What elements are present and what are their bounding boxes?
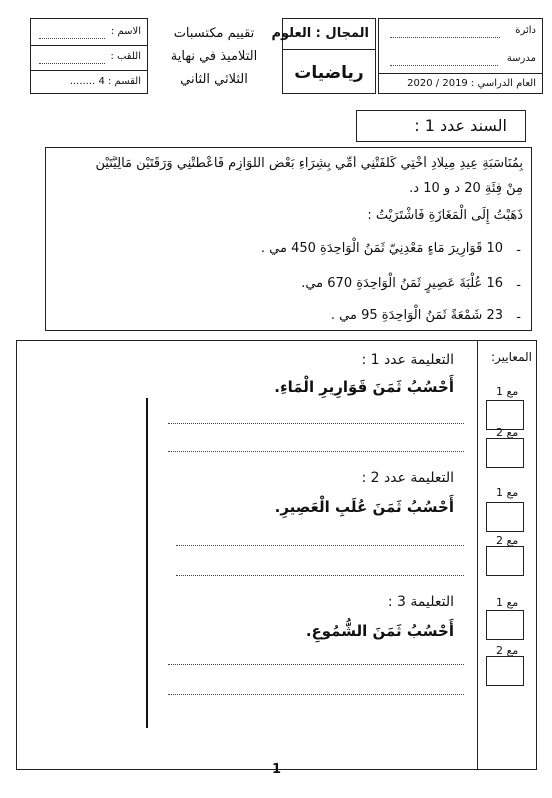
- subject-title: رياضيات: [294, 63, 364, 83]
- exercise-frame: [16, 340, 537, 770]
- criterion-2-label: مع 2: [496, 644, 519, 657]
- evaluation-line-2: التلاميذ في نهاية: [170, 49, 258, 64]
- passage-line-2: مِنْ فِئَةِ 20 د و 10 د.: [409, 181, 523, 196]
- bullet-2: -: [516, 278, 521, 293]
- criterion-2-box-q2[interactable]: [486, 546, 524, 576]
- district-label: دائرة: [515, 25, 536, 36]
- bullet-3: -: [516, 310, 521, 325]
- answer-line-1a[interactable]: [168, 423, 464, 424]
- evaluation-line-3: الثلاثي الثاني: [180, 72, 248, 87]
- answer-line-1b[interactable]: [168, 451, 464, 452]
- criterion-2-box-q1[interactable]: [486, 438, 524, 468]
- instruction-2-title: التعليمة عدد 2 :: [361, 470, 454, 486]
- school-label: مدرسة: [506, 53, 536, 64]
- passage-box: [45, 147, 532, 331]
- criterion-2-label: مع 2: [496, 534, 519, 547]
- district-field[interactable]: [390, 37, 500, 38]
- name-field[interactable]: [39, 38, 105, 39]
- criterion-2-box-q3[interactable]: [486, 656, 524, 686]
- document-title: السند عدد 1 :: [414, 116, 507, 135]
- margin-line: [146, 398, 148, 728]
- instruction-3-title: التعليمة 3 :: [387, 594, 454, 610]
- document-title-box: [356, 110, 526, 142]
- criterion-1-label: مع 1: [496, 486, 519, 499]
- page-number: 1: [272, 762, 282, 777]
- instruction-2-text: أَحْسُبُ ثَمَنَ عُلَبِ الْعَصِيرِ.: [274, 498, 454, 516]
- header-domain-box: [271, 18, 376, 94]
- criteria-divider: [477, 340, 478, 770]
- passage-line-1: بِمُنَاسَبَةِ عِيدِ مِيلَادِ أُخْتِي كَلَّفَتْنِي أُمِّي بِشِرَاءِ بَعْضِ اللَّوَازِمِ فَأَعْطَتْنِي وَرَقَتَيْنِ مَالِيَّتَيْنِ: [95, 156, 523, 171]
- surname-field[interactable]: [39, 63, 105, 64]
- instruction-3-text: أَحْسُبُ ثَمَنَ الشُّمُوعِ.: [305, 622, 454, 640]
- item-water: 10 قَوَارِيرَ مَاءٍ مَعْدِنِيّ ثَمَنُ الْوَاحِدَةِ 450 مي .: [260, 241, 503, 256]
- criterion-1-label: مع 1: [496, 596, 519, 609]
- instruction-1-title: التعليمة عدد 1 :: [361, 352, 454, 368]
- school-year: العام الدراسي : 2019 / 2020: [407, 78, 536, 89]
- evaluation-line-1: تقييم مكتسبات: [173, 26, 255, 41]
- answer-line-3a[interactable]: [168, 664, 464, 665]
- header-school-box: [378, 18, 543, 94]
- instruction-1-text: أَحْسُبُ ثَمَنَ قَوَارِيرِ الْمَاءِ.: [274, 378, 454, 396]
- school-field[interactable]: [390, 65, 498, 66]
- criterion-1-box-q2[interactable]: [486, 502, 524, 532]
- bullet-1: -: [516, 243, 521, 258]
- criteria-header: المعايير:: [491, 350, 532, 364]
- class-label: القسم : 4 ........: [69, 76, 141, 87]
- evaluation-title: [150, 22, 278, 91]
- header-student-box: [30, 18, 148, 94]
- criterion-2-label: مع 2: [496, 426, 519, 439]
- passage-line-3: ذَهَبْتُ إِلَى الْمَغَازَةِ فَاشْتَرَيْتُ :: [367, 208, 523, 223]
- item-juice: 16 عُلْبَةَ عَصِيرٍ ثَمَنُ الْوَاحِدَةِ 670 مي.: [301, 276, 503, 291]
- answer-line-3b[interactable]: [168, 694, 464, 695]
- surname-label: اللقب :: [110, 51, 141, 62]
- item-candles: 23 شَمْعَةً ثَمَنُ الْوَاحِدَةِ 95 مي .: [330, 308, 503, 323]
- answer-line-2a[interactable]: [176, 545, 464, 546]
- criterion-1-box-q3[interactable]: [486, 610, 524, 640]
- answer-line-2b[interactable]: [176, 575, 464, 576]
- criterion-1-label: مع 1: [496, 385, 519, 398]
- domain-label: المجال : العلوم: [271, 26, 369, 41]
- name-label: الاسم :: [110, 26, 141, 37]
